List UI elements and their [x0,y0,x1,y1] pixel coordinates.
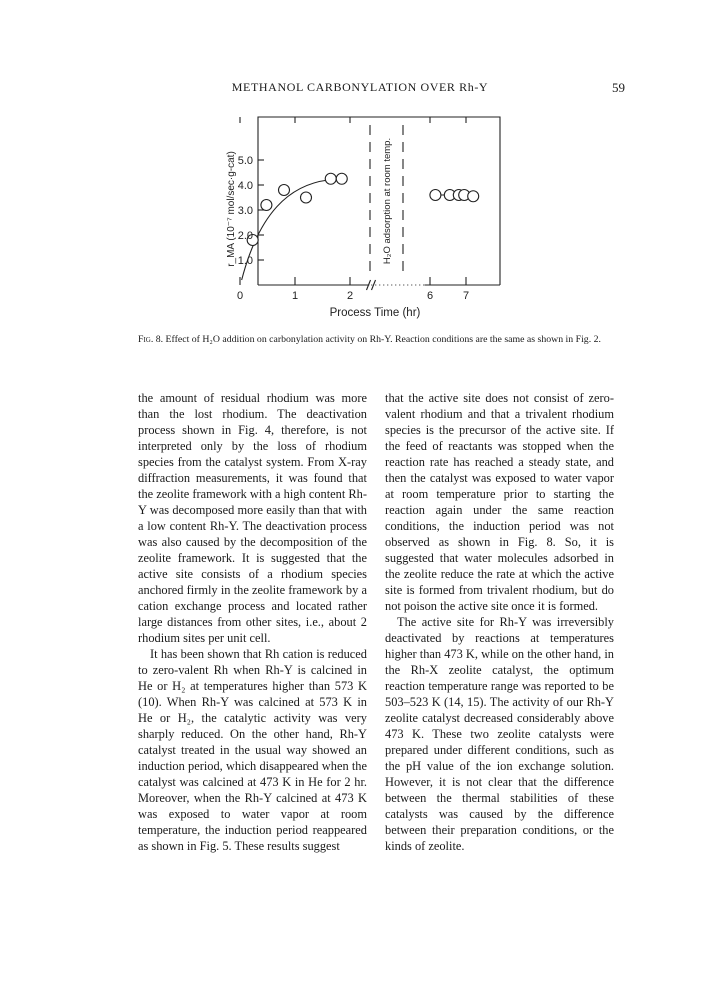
data-point [279,185,290,196]
y-tick-label: 3.0 [237,205,253,217]
data-point [468,191,479,202]
y-axis-label: r_MA (10⁻⁷ mol/sec·g-cat) [226,151,237,267]
y-tick-label: 2.0 [237,230,253,242]
x-tick-label: 0 [236,290,244,302]
x-tick-label: 7 [462,290,470,302]
left-column [138,390,367,854]
y-tick-label: 4.0 [237,180,253,192]
x-axis-label: Process Time (hr) [329,307,421,319]
h2o-annotation: H₂O adsorption at room temp. [382,137,393,265]
y-tick-label: 1.0 [237,255,253,267]
y-tick-label: 5.0 [237,155,253,167]
caption-text: Effect of H₂O addition on carbonylation activity on Rh-Y. Reaction conditions are the same as shown in Fig. 2. [165,334,601,345]
paragraph: The active site for Rh-Y was irreversibly deactivated by reactions at temperatures higher than 473 K, while on the other hand, in the Rh-X zeolite catalyst, the optimum reaction temperature range was reported to be 503–523 K (14, 15). The activity of our Rh-Y zeolite catalyst decreased considerably above 473 K. These two zeolite catalysts were prepared under different conditions, such as the pH value of the ion exchange solution. However, it is not clear that the difference between the thermal stabilities of these catalysts was caused by the difference between their preparation conditions, or the kinds of zeolite. [385,615,614,853]
x-tick-label: 2 [346,290,354,302]
figure-8-chart [0,0,720,340]
data-point [430,190,441,201]
data-point-outlier [301,192,312,203]
data-point [336,173,347,184]
x-tick-label: 1 [291,290,299,302]
x-tick-label: 6 [426,290,434,302]
data-point [325,173,336,184]
caption-label: Fig. 8. [138,334,164,345]
data-point [261,200,272,211]
page-number: 59 [612,80,625,95]
running-title: METHANOL CARBONYLATION OVER Rh-Y [231,80,489,94]
paragraph: the amount of residual rhodium was more than the lost rhodium. The deactivation process shown in Fig. 4, therefore, is not interpreted only by the loss of rhodium species from the catalyst system. From X-ray diffraction measurements, it was found that the zeolite framework with a high content Rh-Y was decomposed more easily than that with a low content Rh-Y. The deactivation process was also caused by the decomposition of the zeolite framework. It is suggested that the active site consists of a rhodium species anchored firmly in the zeolite framework by a cation exchange process and located rather large distances from other sites, i.e., about 2 rhodium sites per unit cell. [138,391,367,645]
paragraph: It has been shown that Rh cation is reduced to zero-valent Rh when Rh-Y is calcined in He or H₂ at temperatures higher than 573 K (10). When Rh-Y was calcined at 573 K in He or H₂, the catalytic activity was very sharply reduced. On the other hand, Rh-Y catalyst treated in the usual way showed an induction period, which disappeared when the catalyst was calcined at 473 K in He for 2 hr. Moreover, when the Rh-Y calcined at 473 K was exposed to water vapor at room temperature, the induction period reappeared as shown in Fig. 5. These results suggest [138,647,367,853]
right-column [385,390,614,854]
paragraph: that the active site does not consist of zero-valent rhodium and that a trivalent rhodium species is the precursor of the active site. If the feed of reactants was stopped when the reaction rate has reached a steady state, and then the catalyst was exposed to water vapor at room temperature prior to starting the reaction again under the same reaction conditions, the induction period was not observed as shown in Fig. 8. So, it is suggested that water molecules adsorbed in the zeolite reduce the rate at which the active site is formed from trivalent rhodium, but do not poison the active site once it is formed. [385,391,614,613]
figure-caption [138,333,606,347]
